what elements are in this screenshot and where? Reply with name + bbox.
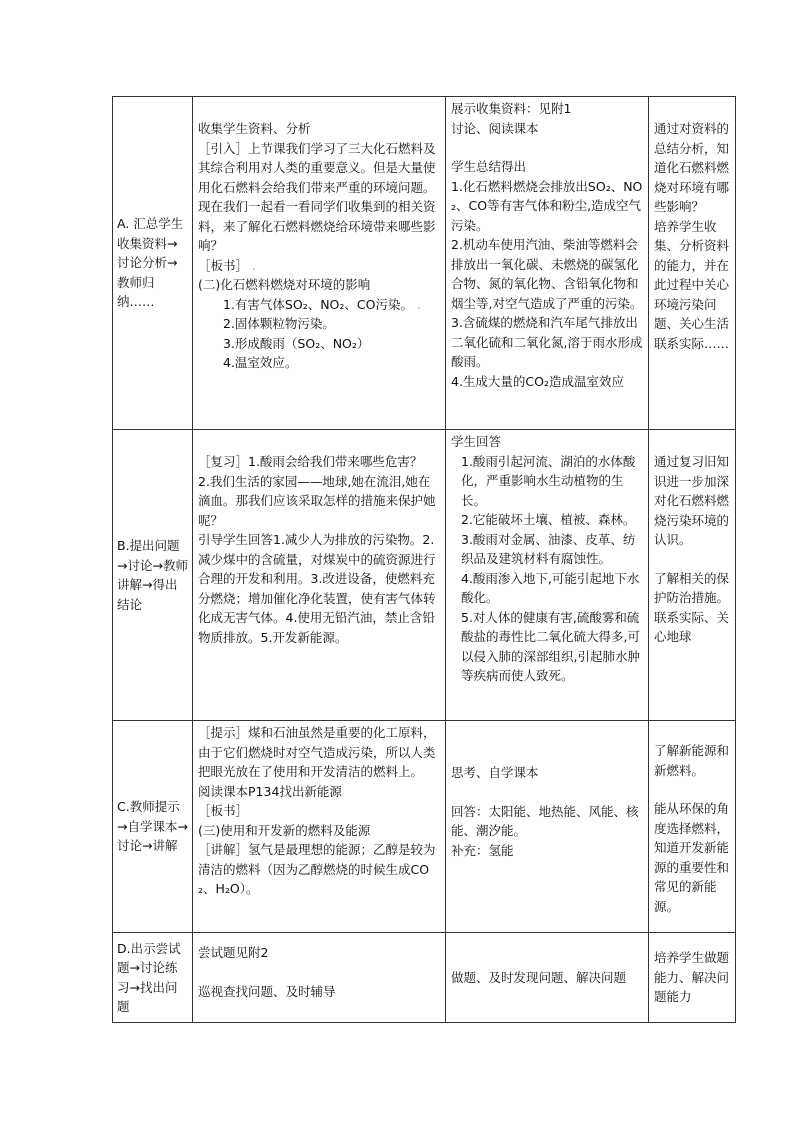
teacher-cell-b: ［复习］1.酸雨会给我们带来哪些危害？ 2.我们生活的家园——地球,她在流泪,她在滴血。那我们应该采取怎样的措施来保护她呢？ 引导学生回答1.减少人为排放的污染物。2.减少煤中的含硫量，对煤炭中的硫资源进行合理的开发和利用。3.改进设备，使燃料充分燃烧；增加催化净化装置，使有害气体转化成无害气体。4.使用无铅汽油，禁止含铅物质排放。5.开发新能源。: [193, 430, 446, 721]
table-row: [113, 933, 736, 1023]
table-row: [113, 430, 736, 721]
table-row: [113, 721, 736, 933]
student-cell-b: 学生回答 1.酸雨引起河流、湖泊的水体酸化，严重影响水生动植物的生长。 2.它能破坏土壤、植被、森林。 3.酸雨对金属、油漆、皮革、纺织品及建筑材料有腐蚀性。 4.酸雨渗入地下,可能引起地下水酸化。 5.对人体的健康有害,硫酸雾和硫酸盐的毒性比二氧化硫大得多,可以侵入肺的深部组织,引起肺水肿等疾病而使人致死。: [446, 430, 649, 721]
student-cell-d: 做题、及时发现问题、解决问题: [446, 933, 649, 1023]
stage-cell-a: A. 汇总学生收集资料→讨论分析→教师归纳……: [113, 97, 193, 430]
teacher-cell-d: 尝试题见附2 巡视查找问题、及时辅导: [193, 933, 446, 1023]
intent-cell-b: 通过复习旧知识进一步加深对化石燃料燃烧污染环境的认识。 了解相关的保护防治措施。联系实际、关心地球: [649, 430, 736, 721]
student-cell-a: 展示收集资料：见附1 讨论、阅读课本 学生总结得出 1.化石燃料燃烧会排放出SO₂、NO₂、CO等有害气体和粉尘,造成空气污染。 2.机动车使用汽油、柴油等燃料会排放出一氧化碳、未燃烧的碳氢化合物、氮的氧化物、含铅氧化物和烟尘等,对空气造成了严重的污染。 3.含硫煤的燃烧和汽车尾气排放出二氧化硫和二氧化氮,溶于雨水形成酸雨。 4.生成大量的CO₂造成温室效应: [446, 97, 649, 430]
teacher-cell-c: ［提示］煤和石油虽然是重要的化工原料，由于它们燃烧时对空气造成污染，所以人类把眼光放在了使用和开发清洁的燃料上。 阅读课本P134找出新能源 ［板书］ (三)使用和开发新的燃料及能源 ［讲解］氢气是最理想的能源；乙醇是较为清洁的燃料（因为乙醇燃烧的时候生成CO₂、H₂O）。: [193, 721, 446, 933]
intent-cell-d: 培养学生做题能力、解决问题能力: [649, 933, 736, 1023]
stage-cell-b: B.提出问题→讨论→教师讲解→得出结论: [113, 430, 193, 721]
stage-cell-c: C.教师提示→自学课本→讨论→讲解: [113, 721, 193, 933]
table-row: [113, 97, 736, 430]
intent-cell-c: 了解新能源和新燃料。 能从环保的角度选择燃料，知道开发新能源的重要性和常见的新能源。: [649, 721, 736, 933]
board-heading: ［板书］ .: [198, 257, 256, 273]
intent-cell-a: 通过对资料的总结分析，知道化石燃料燃烧对环境有哪些影响？ 培养学生收集、分析资料的能力，并在此过程中关心环境污染问题、关心生活联系实际……: [649, 97, 736, 430]
stage-cell-d: D.出示尝试题→讨论练习→找出问题: [113, 933, 193, 1023]
student-cell-c: 思考、自学课本 回答：太阳能、地热能、风能、核能、潮汐能。 补充：氢能: [446, 721, 649, 933]
teacher-cell-a: 收集学生资料、分析 ［引入］上节课我们学习了三大化石燃料及其综合利用对人类的重要意义。但是大量使用化石燃料会给我们带来严重的环境问题。 现在我们一起看一看同学们收集到的相关资料，来了解化石燃料燃烧给环境带来哪些影响？ ［板书］ . (二)化石燃料燃烧对环境的影响 1.有害气体SO₂、NO₂、CO污染。 . 2.固体颗粒物污染。 3.形成酸雨（SO₂、NO₂） 4.温室效应。: [193, 97, 446, 430]
lesson-plan-table: [112, 96, 736, 1023]
